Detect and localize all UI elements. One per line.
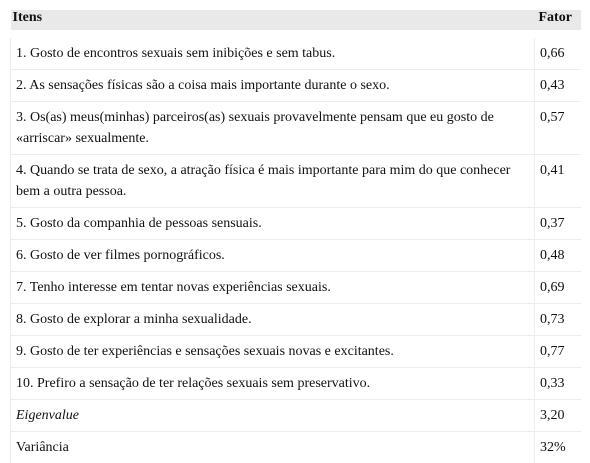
factor-loadings-table: [10, 10, 581, 463]
table-header-row: [11, 10, 581, 34]
table-row: [11, 70, 581, 102]
table-row: [11, 155, 581, 208]
fator-cell: 0,69: [535, 272, 581, 304]
header-fator: Fator: [535, 10, 581, 34]
table-row: [11, 336, 581, 368]
eigenvalue-label: Eigenvalue: [11, 400, 535, 432]
item-cell: 10. Prefiro a sensação de ter relações sexuais sem preservativo.: [11, 368, 535, 400]
header-itens: Itens: [11, 10, 535, 34]
table-row: [11, 304, 581, 336]
fator-cell: 0,43: [535, 70, 581, 102]
fator-cell: 0,66: [535, 34, 581, 70]
item-cell: 3. Os(as) meus(minhas) parceiros(as) sexuais provavelmente pensam que eu gosto de «arriscar» sexualmente.: [11, 102, 535, 155]
fator-cell: 0,48: [535, 240, 581, 272]
table-row: [11, 102, 581, 155]
table-row: [11, 272, 581, 304]
fator-cell: 0,37: [535, 208, 581, 240]
variance-label: Variância: [11, 432, 535, 463]
item-cell: 1. Gosto de encontros sexuais sem inibições e sem tabus.: [11, 34, 535, 70]
variance-row: [11, 432, 581, 463]
fator-cell: 0,33: [535, 368, 581, 400]
item-cell: 4. Quando se trata de sexo, a atração física é mais importante para mim do que conhecer bem a outra pessoa.: [11, 155, 535, 208]
item-cell: 6. Gosto de ver filmes pornográficos.: [11, 240, 535, 272]
eigenvalue-value: 3,20: [535, 400, 581, 432]
item-cell: 9. Gosto de ter experiências e sensações sexuais novas e excitantes.: [11, 336, 535, 368]
fator-cell: 0,77: [535, 336, 581, 368]
fator-cell: 0,57: [535, 102, 581, 155]
item-cell: 8. Gosto de explorar a minha sexualidade.: [11, 304, 535, 336]
item-cell: 2. As sensações físicas são a coisa mais importante durante o sexo.: [11, 70, 535, 102]
fator-cell: 0,73: [535, 304, 581, 336]
item-cell: 5. Gosto da companhia de pessoas sensuais.: [11, 208, 535, 240]
table-row: [11, 34, 581, 70]
eigenvalue-row: [11, 400, 581, 432]
table-row: [11, 240, 581, 272]
item-cell: 7. Tenho interesse em tentar novas experiências sexuais.: [11, 272, 535, 304]
table-row: [11, 368, 581, 400]
factor-loadings-table-container: [10, 10, 580, 435]
table-row: [11, 208, 581, 240]
variance-value: 32%: [535, 432, 581, 463]
fator-cell: 0,41: [535, 155, 581, 208]
